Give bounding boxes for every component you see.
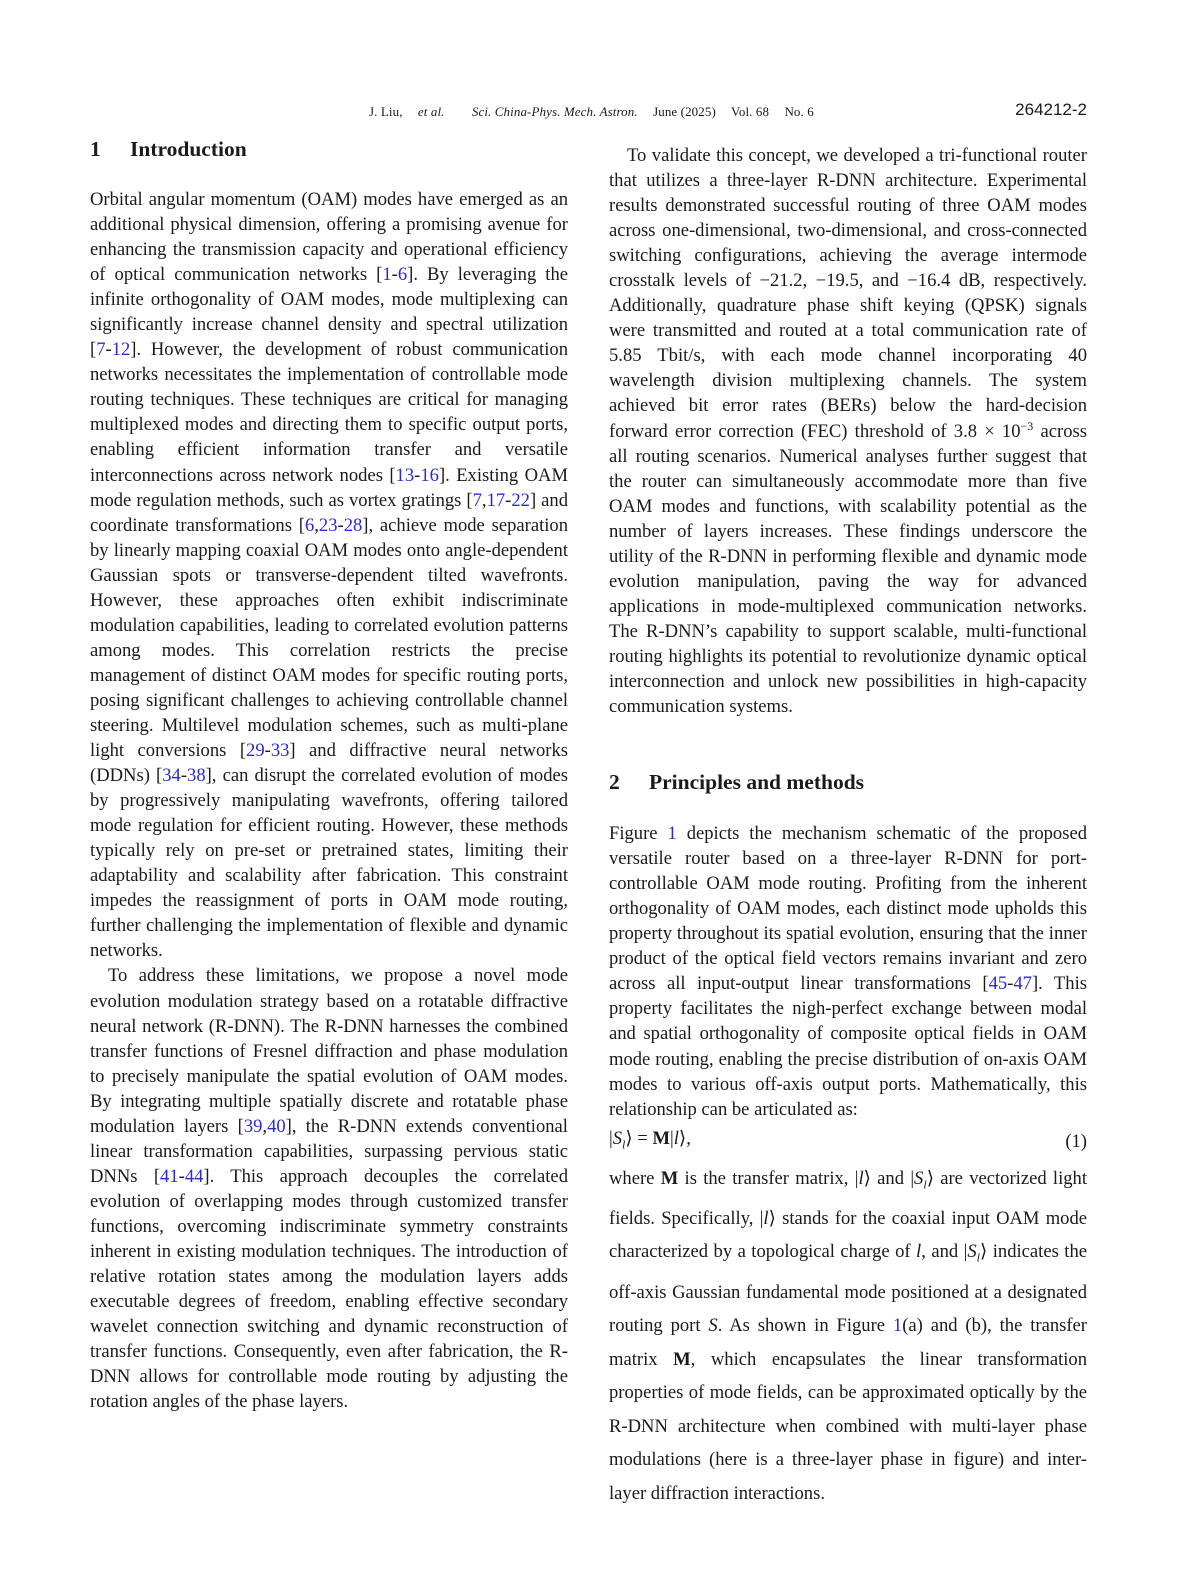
reference-link[interactable]: 6 — [304, 514, 315, 536]
issue-date: June (2025) — [653, 104, 716, 119]
reference-link[interactable]: 45 — [988, 973, 1008, 995]
equation-1 — [609, 1122, 1087, 1162]
ket-symbol: |l⟩ — [854, 1167, 871, 1189]
reference-link[interactable]: 38 — [187, 765, 206, 787]
section-number: 1 — [90, 137, 101, 161]
reference-link[interactable]: 44 — [184, 1165, 204, 1187]
equation-body: $|S_l⟩$ = M|l⟩, — [609, 1126, 691, 1158]
reference-link[interactable]: 7 — [472, 489, 482, 511]
reference-link[interactable]: 33 — [270, 740, 290, 762]
math-symbol: S — [708, 1315, 718, 1337]
reference-link[interactable]: 1 — [382, 264, 392, 286]
paragraph: Orbital angular momentum (OAM) modes have emerged as an additional physical dimension, offering a promising avenue for enhancing the transmission capacity and operational efficiency of optical communication networks [1-6]. By leveraging the infinite orthogonality of OAM modes, mode multiplexing can significantly increase channel density and spectral utilization [7-12]. However, the development of robust communication networks necessitates the implementation of controllable mode routing techniques. These techniques are critical for managing multiplexed modes and directing them to specific output ports, enabling efficient information transfer and versatile interconnections across network nodes [13-16]. Existing OAM mode regulation methods, such as vortex gratings [7,17-22] and coordinate transformations [6,23-28], achieve mode separation by linearly mapping coaxial OAM modes onto angle-dependent Gaussian spots or transverse-dependent tilted wavefronts. However, these approaches often exhibit indiscriminate modulation capabilities, leading to correlated evolution patterns among modes. This correlation restricts the precise management of distinct OAM modes for specific routing ports, posing significant challenges to achieving controllable channel steering. Multilevel modulation schemes, such as multi-plane light conversions [29-33] and diffractive neural networks (DDNs) [34-38], can disrupt the correlated evolution of modes by progressively manipulating wavefronts, offering tailored mode regulation for efficient routing. However, these methods typically rely on pre-set or pretrained states, limiting their adaptability and scalability after fabrication. This constraint impedes the reassignment of ports in OAM mode routing, further challenging the implementation of flexible and dynamic networks. — [90, 189, 569, 962]
reference-link[interactable]: 41 — [160, 1165, 179, 1187]
volume: Vol. 68 — [731, 104, 770, 119]
matrix-symbol: M — [660, 1167, 679, 1189]
section-heading-principles — [609, 769, 1087, 795]
reference-link[interactable]: 34 — [162, 765, 181, 787]
paragraph: To validate this concept, we developed a tri-functional router that utilizes a three-layer R-DNN architecture. Experimental results demonstrated successful routing of three OAM modes across one-dimensional, two-dimensional, and cross-connected switching configurations, achieving the average intermode crosstalk levels of −21.2, −19.5, and −16.4 dB, respectively. Additionally, quadrature phase shift keying (QPSK) signals were transmitted and routed at a total communication rate of 5.85 Tbit/s, with each mode channel incorporating 40 wavelength division multiplexing channels. The system achieved bit error rates (BERs) below the hard-decision forward error correction (FEC) threshold of $3.8 \times 10^{-3}$ across all routing scenarios. Numerical analyses further suggest that the router can simultaneously accommodate more than five OAM modes and functions, with scalability potential as the number of layers increases. These findings underscore the utility of the R-DNN in performing flexible and dynamic mode evolution manipulation, paving the way for advanced applications in mode-multiplexed communication networks. The R-DNN’s capability to support scalable, multi-functional routing highlights its potential to revolutionize dynamic optical interconnection and unlock new possibilities in high-capacity communication systems. — [609, 145, 1087, 718]
reference-link[interactable]: 16 — [420, 464, 439, 486]
equation-label: (1) — [1065, 1131, 1087, 1153]
running-header — [0, 100, 1190, 124]
ket-symbol: |l⟩ — [759, 1207, 776, 1229]
reference-link[interactable]: 23 — [318, 514, 338, 536]
right-column — [609, 143, 1087, 1510]
paragraph: To address these limitations, we propose a novel mode evolution modulation strategy based on a rotatable diffractive neural network (R-DNN). The R-DNN harnesses the combined transfer functions of Fresnel diffraction and phase modulation to precisely manipulate the spatial evolution of OAM modes. By integrating multiple spatially discrete and rotatable phase modulation layers [39,40], the R-DNN extends conventional linear transformation capabilities, surpassing pervious static DNNs [41-44]. This approach decouples the correlated evolution of overlapping modes through customized transfer functions, overcoming indiscriminate symmetry constraints inherent in existing modulation techniques. The introduction of relative rotation states among the modulation layers adds executable degrees of freedom, enabling effective secondary wavelet connection switching and dynamic reconstruction of transfer functions. Consequently, even after fabrication, the R-DNN allows for controllable mode routing by adjusting the rotation angles of the phase layers. — [90, 965, 568, 1413]
reference-link[interactable]: 17 — [486, 489, 506, 511]
reference-link[interactable]: 47 — [1013, 973, 1032, 995]
page-number: 264212-2 — [1015, 100, 1087, 119]
authors-etal: et al. — [417, 104, 445, 119]
section-number: 2 — [609, 770, 620, 795]
paragraph: where M is the transfer matrix, |l⟩ and $|S_l⟩$ are vectorized light fields. Specifically, |l⟩ stands for the coaxial input OAM mode characterized by a topological charge of l, and $|S_l⟩$ indicates the off-axis Gaussian fundamental mode positioned at a designated routing port S. As shown in Figure 1(a) and (b), the transfer matrix M, which encapsulates the linear transformation properties of mode fields, can be approximated optically by the R-DNN architecture when combined with multi-layer phase modulations (here is a three-layer phase in figure) and inter-layer diffraction interactions. — [609, 1162, 1087, 1510]
citation-line — [369, 104, 826, 120]
reference-link[interactable]: 22 — [511, 489, 530, 511]
section-heading-introduction — [90, 136, 568, 162]
ket-lhs: $|S_l⟩$ — [609, 1127, 633, 1152]
ket-symbol: $|S_l⟩$ — [963, 1241, 988, 1266]
reference-link[interactable]: 1 — [667, 823, 677, 845]
reference-link[interactable]: 6 — [397, 264, 408, 286]
reference-link[interactable]: 39 — [243, 1115, 263, 1137]
reference-link[interactable]: 28 — [343, 514, 363, 536]
matrix-symbol: M — [673, 1348, 691, 1370]
reference-link[interactable]: 13 — [395, 464, 415, 486]
authors: J. Liu, et al. — [369, 104, 445, 119]
math-symbol: l — [916, 1241, 922, 1263]
reference-link[interactable]: 1 — [892, 1315, 903, 1337]
issue-number: No. 6 — [784, 104, 814, 119]
reference-link[interactable]: 40 — [267, 1115, 286, 1137]
reference-link[interactable]: 29 — [246, 740, 265, 762]
ket-symbol: $|S_l⟩$ — [910, 1167, 934, 1192]
transfer-matrix-symbol: M — [652, 1127, 671, 1149]
section-title: Principles and methods — [649, 770, 865, 795]
exponent: −3 — [1020, 418, 1034, 433]
reference-link[interactable]: 7 — [96, 339, 106, 361]
reference-link[interactable]: 12 — [111, 339, 131, 361]
journal-name: Sci. China-Phys. Mech. Astron. — [471, 104, 638, 119]
section-title: Introduction — [130, 137, 247, 161]
left-column — [90, 136, 568, 1414]
paragraph: Figure 1 depicts the mechanism schematic of the proposed versatile router based on a three-layer R-DNN for port-controllable OAM mode routing. Profiting from the inherent orthogonality of OAM modes, each distinct mode upholds this property throughout its spatial evolution, ensuring that the inner product of the optical field vectors remains invariant and zero across all input-output linear transformations [45-47]. This property facilitates the nigh-perfect exchange between modal and spatial orthogonality of composite optical fields in OAM mode routing, enabling the precise distribution of on-axis OAM modes to various off-axis output ports. Mathematically, this relationship can be articulated as: — [609, 823, 1087, 1120]
ket-rhs: |l⟩ — [670, 1127, 687, 1149]
